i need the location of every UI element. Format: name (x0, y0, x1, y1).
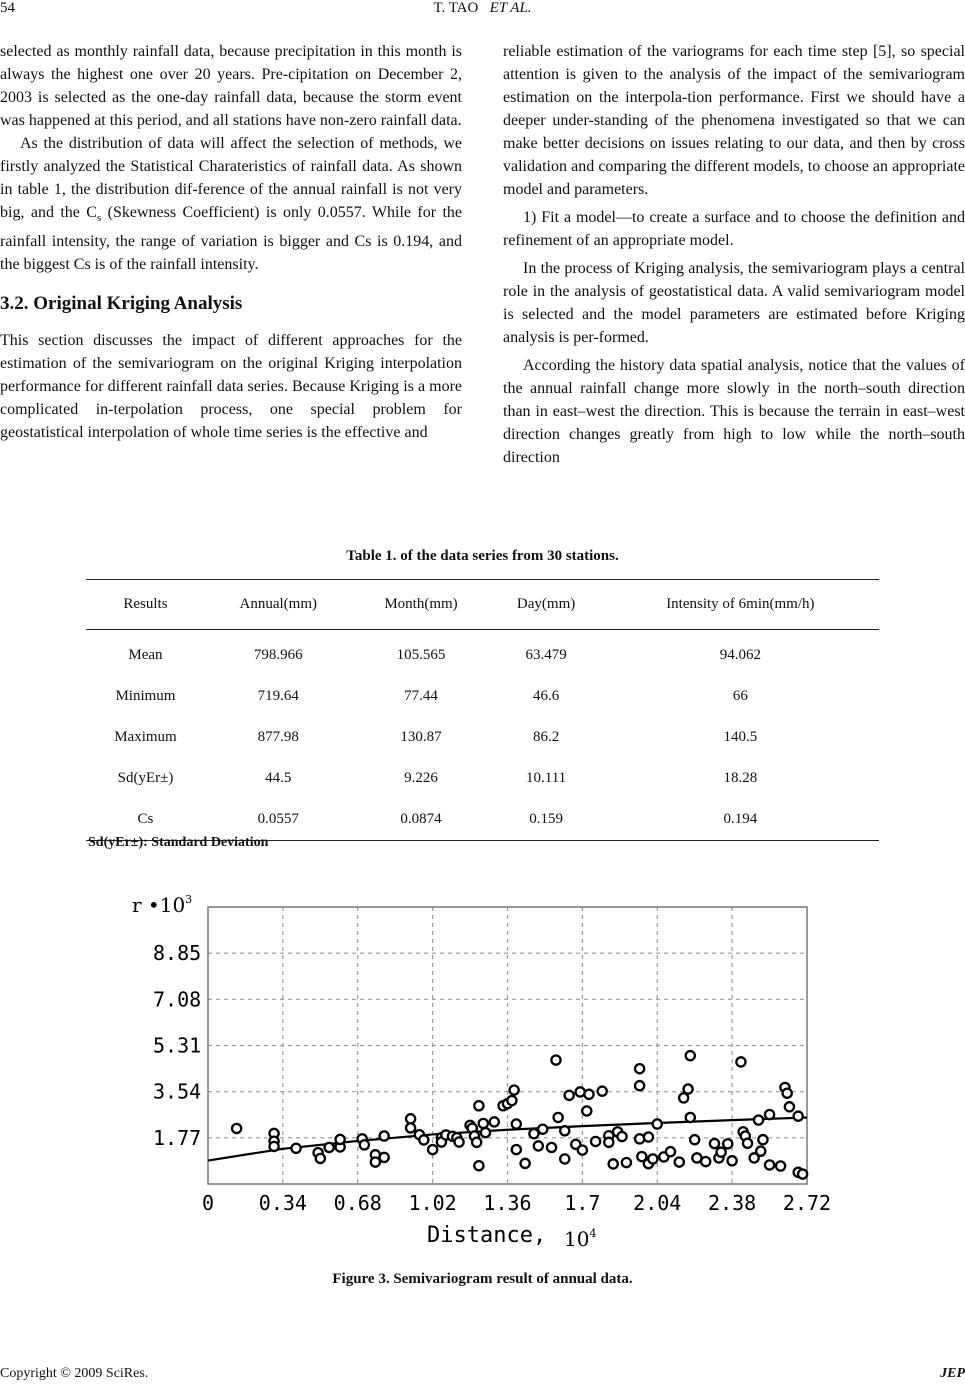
data-point (635, 1134, 644, 1143)
data-point (547, 1143, 556, 1152)
table-cell: 94.062 (719, 647, 761, 663)
data-point (380, 1131, 389, 1140)
data-point (765, 1110, 774, 1119)
data-point (454, 1137, 463, 1146)
table-cell: 77.44 (404, 688, 438, 704)
x-tick-label: 2.04 (633, 1191, 682, 1215)
data-point (591, 1137, 600, 1146)
x-tick-label: 1.02 (408, 1191, 457, 1215)
table-row (86, 630, 879, 677)
data-point (325, 1143, 334, 1152)
data-point (785, 1102, 794, 1111)
data-point (406, 1114, 415, 1123)
table-header-cell: Day(mm) (490, 580, 601, 630)
y-tick-label: 7.08 (153, 987, 202, 1012)
x-tick-label: 0.68 (333, 1191, 382, 1215)
data-point (560, 1154, 569, 1163)
table-cell: 18.28 (723, 770, 758, 786)
data-point (507, 1096, 516, 1105)
table-cell: Cs (86, 799, 205, 841)
data-point (604, 1138, 613, 1147)
right-paragraph-1: reliable estimation of the variograms for each time step [5], so special attention is given to the analysis of the impact of the semivariogram estimation on the interpola-tion performance. First we should have a deeper under-standing of the phenomena investigated so that we can make better decisions on issues relating to our data, and then by cross validation and comparing the different models, to choose an appropriate model and parameters. (503, 43, 965, 198)
data-point (743, 1139, 752, 1148)
data-point (360, 1140, 369, 1149)
data-point (758, 1135, 767, 1144)
y-tick-label: 3.54 (153, 1079, 202, 1104)
table-cell: 63.479 (525, 647, 567, 663)
x-axis-unit: $10^4$ (564, 1227, 597, 1251)
table-cell: 798.966 (253, 647, 303, 663)
journal-footer: JEP (940, 1366, 965, 1381)
data-point (756, 1147, 765, 1156)
table-cell: 719.64 (257, 688, 299, 704)
data-point (686, 1113, 695, 1122)
table-cell: 10.111 (526, 770, 567, 786)
data-point (728, 1156, 737, 1165)
left-column (0, 40, 462, 444)
data-point (371, 1157, 380, 1166)
data-point (783, 1089, 792, 1098)
data-point (622, 1158, 631, 1167)
data-point (666, 1147, 675, 1156)
table-cell: 44.5 (265, 770, 292, 786)
data-point (794, 1112, 803, 1121)
data-point (648, 1154, 657, 1163)
left-paragraph-1: selected as monthly rainfall data, because precipitation in this month is always the highest one over 20 years. Pre-cipitation on December 2, 2003 is selected as the one-day rainfall data, because the storm event was happened at this period, and all stations have non-zero rainfall data. (0, 43, 462, 129)
data-point (710, 1139, 719, 1148)
running-header (0, 0, 965, 17)
right-column (503, 40, 965, 469)
data-point (617, 1132, 626, 1141)
data-point (474, 1161, 483, 1170)
table-cell: 46.6 (532, 688, 560, 704)
data-point (521, 1159, 530, 1168)
data-point (510, 1086, 519, 1095)
data-point (635, 1081, 644, 1090)
x-tick-label: 2.72 (782, 1191, 832, 1215)
x-tick-label: 0.34 (258, 1191, 307, 1215)
data-point (609, 1159, 618, 1168)
data-point (717, 1148, 726, 1157)
data-point (316, 1154, 325, 1163)
data-point (776, 1161, 785, 1170)
data-point (690, 1135, 699, 1144)
data-point (565, 1091, 574, 1100)
data-point (798, 1169, 807, 1178)
y-axis-label: r $•10^3$ (132, 893, 193, 917)
copyright-footer: Copyright © 2009 SciRes. (0, 1366, 149, 1381)
figure-caption: Figure 3. Semivariogram result of annual data. (332, 1271, 633, 1287)
left-paragraph-2 (0, 132, 462, 276)
data-point (701, 1157, 710, 1166)
x-tick-labels (202, 1191, 831, 1215)
data-points (232, 1051, 807, 1179)
data-point (644, 1132, 653, 1141)
data-point (406, 1123, 415, 1132)
x-tick-label: 1.36 (483, 1191, 532, 1215)
page-number: 54 (0, 0, 15, 16)
data-point (582, 1106, 591, 1115)
data-point (598, 1087, 607, 1096)
x-tick-label: 2.38 (708, 1191, 757, 1215)
table-header-cell: Annual(mm) (205, 580, 352, 630)
data-point (584, 1090, 593, 1099)
y-tick-label: 8.85 (153, 941, 202, 966)
right-paragraph-2: 1) Fit a model—to create a surface and to choose the definition and refinement of an appropriate model. (503, 209, 965, 249)
table-row (86, 676, 879, 717)
table-cell: 86.2 (532, 729, 560, 745)
table-cell: 877.98 (257, 729, 299, 745)
data-point (653, 1119, 662, 1128)
x-axis-label: Distance, (427, 1223, 547, 1248)
x-tick-label: 1.7 (564, 1191, 601, 1215)
data-point (578, 1145, 587, 1154)
data-point (723, 1139, 732, 1148)
data-point (419, 1135, 428, 1144)
left-paragraph-2-text-a: As the distribution of data will affect the selection of methods, we firstly analyzed the Statistical Charateristics of rainfall data. As shown in table 1, the distribution dif-ference of the annual rainfall is not very big, and the C (0, 135, 462, 221)
table-row (86, 717, 879, 758)
data-point (291, 1144, 300, 1153)
data-point (479, 1119, 488, 1128)
data-point (232, 1124, 241, 1133)
y-tick-labels (153, 941, 201, 1150)
data-point (560, 1126, 569, 1135)
data-point (551, 1056, 560, 1065)
data-point (554, 1113, 563, 1122)
table-row (86, 758, 879, 799)
data-point (635, 1064, 644, 1073)
data-point (683, 1084, 692, 1093)
table-cell: Sd(yEr±) (117, 770, 174, 786)
data-point (754, 1115, 763, 1124)
data-point (490, 1117, 499, 1126)
statistics-table (86, 579, 879, 841)
table-cell: 0.0557 (205, 799, 352, 841)
semivariogram-chart (120, 880, 850, 1260)
data-point (675, 1157, 684, 1166)
table-cell: 9.226 (404, 770, 438, 786)
data-point (428, 1145, 437, 1154)
table-cell: Maximum (114, 729, 177, 745)
running-header-et-al: ET AL. (489, 0, 532, 16)
y-tick-label: 1.77 (153, 1125, 202, 1150)
data-point (380, 1153, 389, 1162)
data-point (686, 1051, 695, 1060)
subscript-s: s (96, 212, 102, 225)
table-cell: 105.565 (396, 647, 446, 663)
table-header-row (86, 580, 879, 630)
section-heading: 3.2. Original Kriging Analysis (0, 293, 243, 315)
table-title: Table 1. of the data series from 30 stations. (346, 548, 619, 564)
data-point (474, 1101, 483, 1110)
right-paragraph-3: In the process of Kriging analysis, the semivariogram plays a central role in the analysis of geostatistical data. A valid semivariogram model is selected and the model parameters are estimated before Kriging analysis is per-formed. (503, 260, 965, 346)
right-paragraph-4: According the history data spatial analysis, notice that the values of the annual rainfall change more slowly in the north–south direction than in east–west the direction. This is because the terrain in east–west direction changes greatly from high to low while the north–south direction (503, 357, 965, 466)
table-cell: 140.5 (723, 729, 758, 745)
data-point (472, 1138, 481, 1147)
data-point (765, 1160, 774, 1169)
data-point (269, 1142, 278, 1151)
table-cell: 0.194 (602, 799, 879, 841)
data-point (736, 1057, 745, 1066)
data-point (538, 1125, 547, 1134)
table-header-cell: Month(mm) (352, 580, 491, 630)
left-paragraph-2-text-b: (Skewness Coefficient) is only 0.0557. While for the rainfall intensity, the range of variation is bigger and Cs is 0.194, and the biggest Cs is of the rainfall intensity. (0, 204, 463, 274)
left-paragraph-3: This section discusses the impact of different approaches for the estimation of the semivariogram on the original Kriging interpolation performance for different rainfall data series. Because Kriging is a more complicated in-terpolation process, one special problem for geostatistical interpolation of whole time series is the effective and (0, 332, 462, 442)
table-cell: Mean (128, 647, 163, 663)
table-cell: Minimum (115, 688, 176, 704)
data-point (679, 1093, 688, 1102)
y-tick-label: 5.31 (153, 1033, 202, 1058)
running-header-authors: T. TAO (433, 0, 479, 16)
table-cell: 66 (732, 688, 748, 704)
data-point (481, 1128, 490, 1137)
data-point (336, 1135, 345, 1144)
x-tick-label: 0 (201, 1191, 215, 1215)
table-header-cell: Results (86, 580, 205, 630)
data-point (534, 1141, 543, 1150)
table-note: Sd(yEr±): Standard Deviation (88, 835, 269, 850)
table-cell: 0.0874 (352, 799, 491, 841)
table-cell: 130.87 (400, 729, 442, 745)
table-header-cell: Intensity of 6min(mm/h) (602, 580, 879, 630)
table-cell: 0.159 (490, 799, 601, 841)
data-point (512, 1145, 521, 1154)
data-point (512, 1119, 521, 1128)
